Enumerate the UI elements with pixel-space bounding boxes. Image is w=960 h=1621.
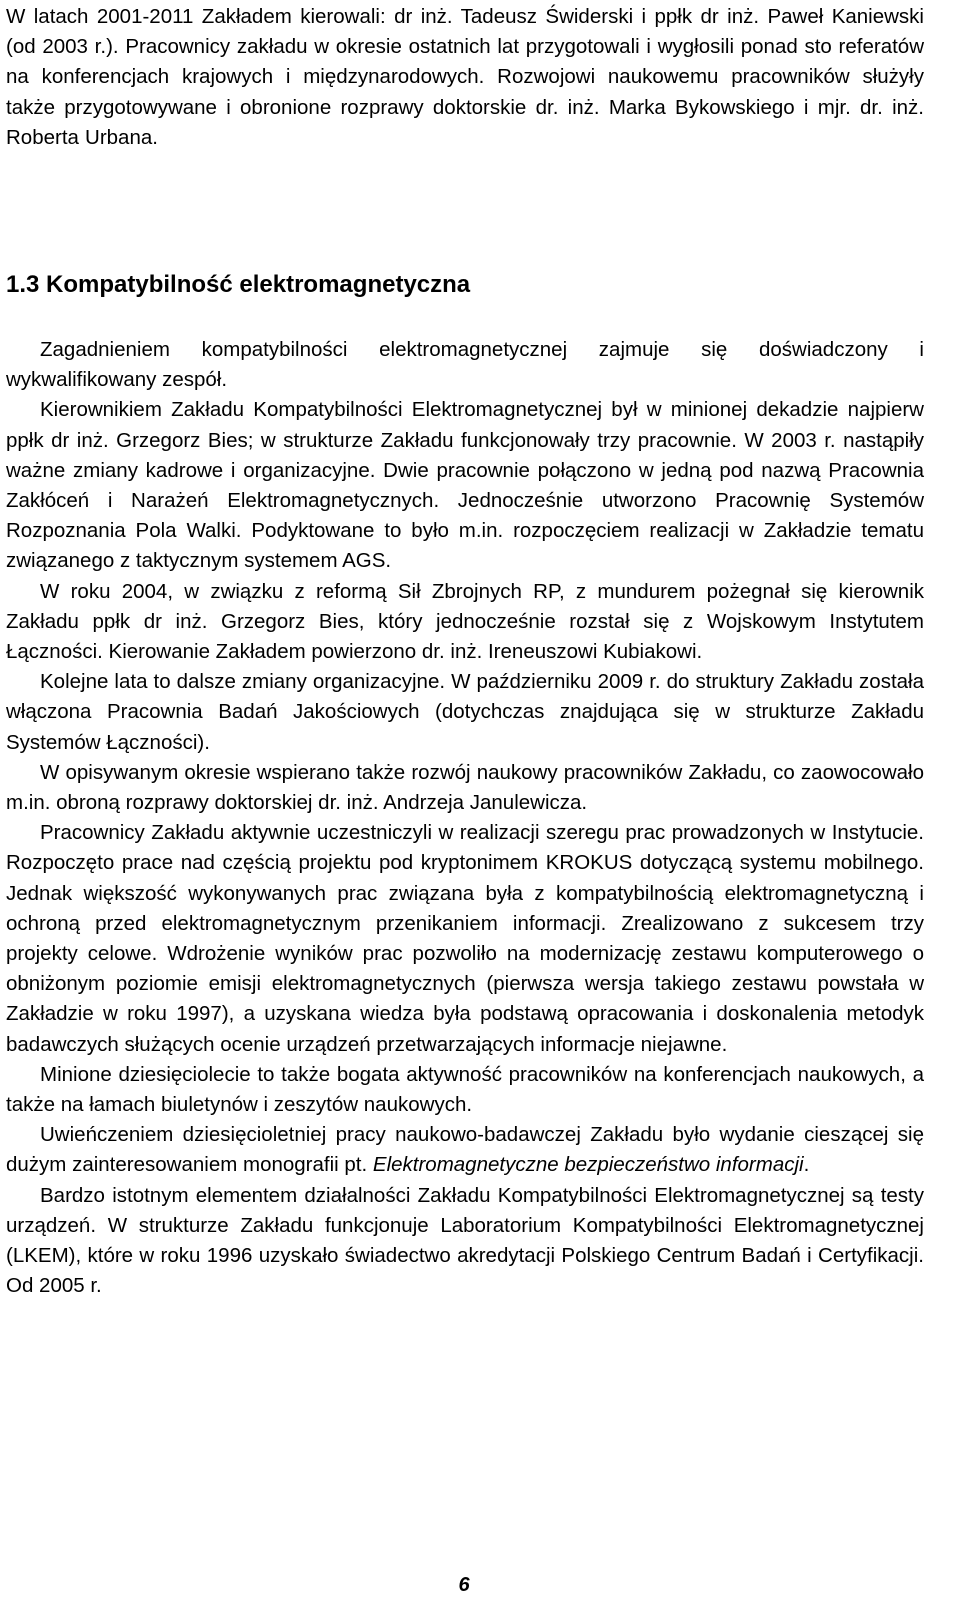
paragraph-laboratory: Bardzo istotnym elementem działalności Zakładu Kompatybilności Elektromagnetycznej są testy urządzeń. W strukturze Zakładu funkcjonuje Laboratorium Kompatybilności Elektromagnetycznej (LKEM), które w roku 1996 uzyskało świadectwo akredytacji Polskiego Centrum Badań i Certyfikacji. Od 2005 r. [6, 1183, 924, 1298]
intro-paragraph: W latach 2001-2011 Zakładem kierowali: dr inż. Tadeusz Świderski i ppłk dr inż. Paweł Kaniewski (od 2003 r.). Pracownicy zakładu w okresie ostatnich lat przygotowali i wygłosili ponad sto referatów na konferencjach krajowych i międzynarodowych. Rozwojowi naukowemu pracowników służyły także przygotowywane i obronione rozprawy doktorskie dr. inż. Marka Bykowskiego i mjr. dr. inż. Roberta Urbana. [6, 5, 924, 149]
monograph-title: Elektromagnetyczne bezpieczeństwo informacji [372, 1153, 804, 1177]
paragraph-monograph [6, 1120, 924, 1180]
section-heading: 1.3 Kompatybilność elektromagnetyczna [6, 271, 471, 298]
page-number: 6 [458, 1574, 470, 1596]
monograph-intro-text: Uwieńczeniem dziesięcioletniej pracy naukowo-badawczej Zakładu było wydanie cieszącej się dużym zainteresowaniem monografii pt. [6, 1123, 924, 1177]
intro-section [6, 2, 924, 153]
monograph-end-text: . [803, 1153, 810, 1177]
paragraph-organization-changes: Kolejne lata to dalsze zmiany organizacyjne. W październiku 2009 r. do struktury Zakładu została włączona Pracownia Badań Jakościowych (dotychczas znajdująca się w strukturze Zakładu Systemów Łączności). [6, 670, 924, 754]
paragraph-projects: Pracownicy Zakładu aktywnie uczestniczyli w realizacji szeregu prac prowadzonych w Instytucie. Rozpoczęto prace nad częścią projektu pod kryptonimem KROKUS dotyczącą systemu mobilnego. Jednak większość wykonywanych prac związana była z kompatybilnością elektromagnetyczną i ochroną przed elektromagnetycznym przenikaniem informacji. Zrealizowano z sukcesem trzy projekty celowe. Wdrożenie wyników prac pozwoliło na modernizację zestawu komputerowego o obniżonym poziomie emisji elektromagnetycznych (pierwsza wersja takiego zestawu powstała w Zakładzie w roku 1997), a uzyskana wiedza była podstawą opracowania i doskonalenia metodyk badawczych służących ocenie urządzeń przetwarzających informacje niejawne. [6, 821, 924, 1056]
paragraph-conferences: Minione dziesięciolecie to także bogata aktywność pracowników na konferencjach naukowych, a także na łamach biuletynów i zeszytów naukowych. [6, 1062, 924, 1117]
section-body [6, 335, 924, 1302]
paragraph-reform-2004: W roku 2004, w związku z reformą Sił Zbrojnych RP, z mundurem pożegnał się kierownik Zakładu ppłk dr inż. Grzegorz Bies, który jednocześnie rozstał się z Wojskowym Instytutem Łączności. Kierowanie Zakładem powierzono dr. inż. Ireneuszowi Kubiakowi. [6, 579, 924, 664]
paragraph-scientific-development: W opisywanym okresie wspierano także rozwój naukowy pracowników Zakładu, co zaowocowało m.in. obroną rozprawy doktorskiej dr. inż. Andrzeja Janulewicza. [6, 760, 924, 815]
paragraph-leadership: Kierownikiem Zakładu Kompatybilności Elektromagnetycznej był w minionej dekadzie najpierw ppłk dr inż. Grzegorz Bies; w strukturze Zakładu funkcjonowały trzy pracownie. W 2003 r. nastąpiły ważne zmiany kadrowe i organizacyjne. Dwie pracownie połączono w jedną pod nazwą Pracownia Zakłóceń i Narażeń Elektromagnetycznych. Jednocześnie utworzono Pracownię Systemów Rozpoznania Pola Walki. Podyktowane to było m.in. rozpoczęciem realizacji w Zakładzie tematu związanego z taktycznym systemem AGS. [6, 398, 924, 573]
paragraph-team: Zagadnieniem kompatybilności elektromagnetycznej zajmuje się doświadczony i wykwalifikowany zespół. [6, 338, 924, 392]
